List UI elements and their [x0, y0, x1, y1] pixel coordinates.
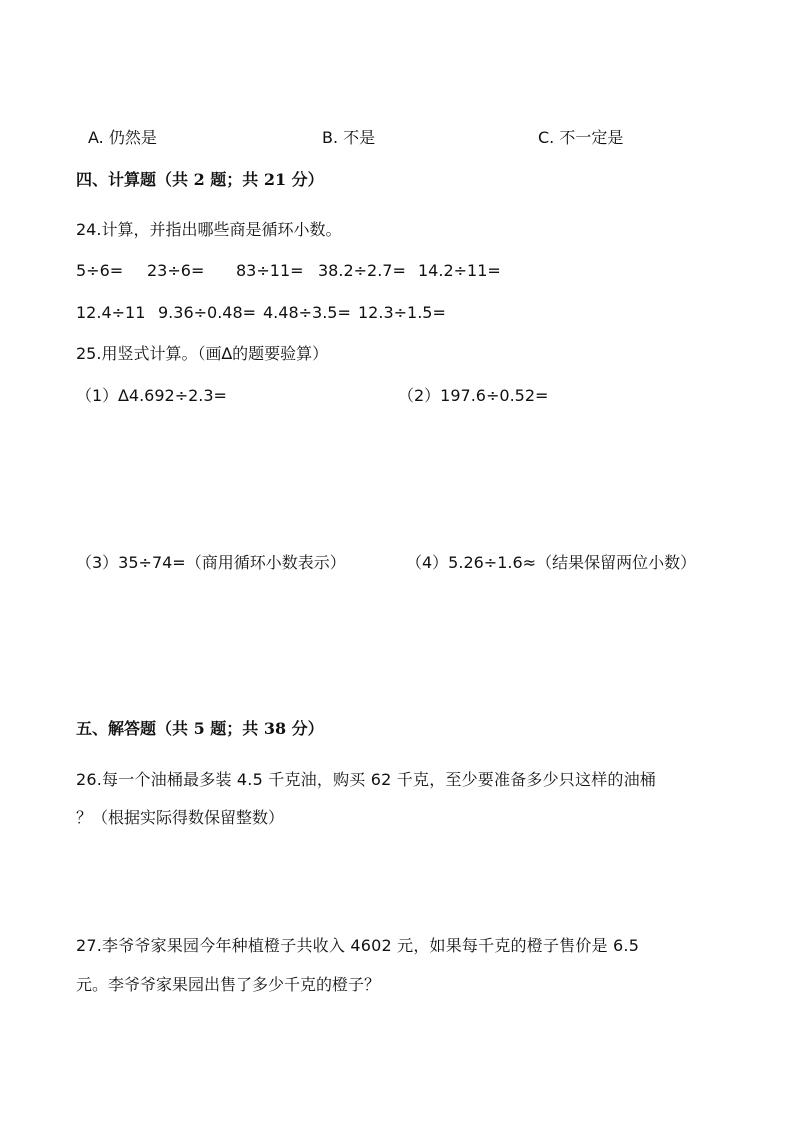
q24-expr: 4.48÷3.5=	[263, 303, 351, 322]
q24-expr: 12.4÷11	[76, 303, 146, 322]
q24-expr: 5÷6=	[76, 261, 124, 280]
q24-expr: 14.2÷11=	[418, 261, 501, 280]
q26-text-line-2: ？（根据实际得数保留整数）	[76, 808, 285, 827]
q26-text-line-1: 26.每一个油桶最多装 4.5 千克油，购买 62 千克，至少要准备多少只这样的油桶	[76, 770, 656, 789]
section-4-title: 四、计算题（共 2 题；共 21 分）	[76, 170, 324, 189]
q24-expr: 38.2÷2.7=	[318, 261, 406, 280]
q25-part-2: （2）197.6÷0.52=	[398, 386, 549, 405]
q24-expr: 9.36÷0.48=	[158, 303, 257, 322]
q23-option-c: C. 不一定是	[538, 128, 624, 147]
q23-option-a: A. 仍然是	[88, 128, 157, 147]
q24-expr: 23÷6=	[147, 261, 205, 280]
q24-expr: 12.3÷1.5=	[358, 303, 446, 322]
q25-prompt: 25.用竖式计算。（画∆的题要验算）	[76, 344, 329, 363]
q25-part-1: （1）∆4.692÷2.3=	[76, 386, 227, 405]
q23-option-b: B. 不是	[322, 128, 376, 147]
q25-part-3: （3）35÷74=（商用循环小数表示）	[76, 553, 346, 572]
q24-prompt: 24.计算，并指出哪些商是循环小数。	[76, 220, 342, 239]
section-5-title: 五、解答题（共 5 题；共 38 分）	[76, 719, 324, 738]
q25-part-4: （4）5.26÷1.6≈（结果保留两位小数）	[406, 553, 697, 572]
q27-text-line-2: 元。李爷爷家果园出售了多少千克的橙子？	[76, 975, 381, 994]
q27-text-line-1: 27.李爷爷家果园今年种植橙子共收入 4602 元，如果每千克的橙子售价是 6.5	[76, 936, 640, 955]
q24-expr: 83÷11=	[236, 261, 304, 280]
